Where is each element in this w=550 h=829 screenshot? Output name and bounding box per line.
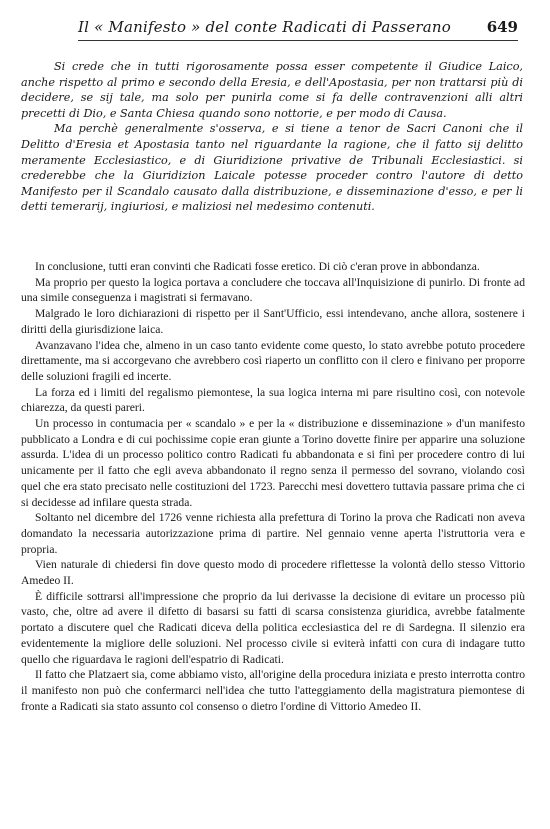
quote-paragraph: Ma perchè generalmente s'osserva, e si tiene a tenor de Sacri Canoni che il Delitto d'Eresia et Apostasia tanto nel riguardante la ragione, che il fatto sij delitto meramente Ecclesiastico, e di Giuridizione privative de Tribunali Ecclesiastici. si crederebbe che la Giuridizion Laicale potesse proceder contro l'autore di detto Manifesto per il Scandalo causato dalla distribuzione, e disseminazione d'esso, e per li detti temerarij, ingiuriosi, e maliziosi nel medesimo contenuti.: [21, 122, 523, 214]
body-paragraph: Vien naturale di chiedersi fin dove questo modo di procedere riflettesse la volontà dello stesso Vittorio Amedeo II.: [21, 558, 525, 588]
body-paragraph: È difficile sottrarsi all'impressione che proprio da lui derivasse la decisione di evitare un processo più vasto, che, oltre ad avere il difetto di basarsi su fatti di scarsa consistenza giuridica, avrebbe fatalmente portato a discutere quel che Radicati diceva della politica ecclesiastica del re di Sardegna. Il silenzio era evidentemente la migliore delle soluzioni. Nel processo civile si eviterà infatti con cura di indagare tutto quello che riguardava le ragioni dell'espatrio di Radicati.: [21, 589, 525, 666]
body-paragraph: Soltanto nel dicembre del 1726 venne richiesta alla prefettura di Torino la prova che Radicati non aveva domandato la necessaria autorizzazione prima di partire. Nel gennaio venne aperta l'istruttoria vera e propria.: [21, 511, 525, 556]
body-paragraph: Ma proprio per questo la logica portava a concludere che toccava all'Inquisizione di punirlo. Di fronte ad una simile conseguenza i magistrati si fermavano.: [21, 275, 525, 305]
page-number: 649: [486, 18, 518, 36]
body-text: [21, 259, 525, 714]
quoted-document: [21, 59, 523, 215]
running-header: [78, 16, 518, 41]
quote-paragraph: Si crede che in tutti rigorosamente possa esser competente il Giudice Laico, anche rispetto al primo e secondo della Eresia, e dell'Apostasia, per non trattarsi più di decidere, se sij tale, ma solo per punirla come si fa delle contravenzioni alli altri precetti di Dio, e Santa Chiesa quando sono nottorie, e per modo di Causa.: [21, 60, 523, 120]
body-paragraph: Avanzavano l'idea che, almeno in un caso tanto evidente come questo, lo stato avrebbe potuto procedere direttamente, ma si accorgevano che avrebbero così riaperto un conflitto con il clero e finivano per proporre delle soluzioni fragili ed incerte.: [21, 338, 525, 383]
body-paragraph: Il fatto che Platzaert sia, come abbiamo visto, all'origine della procedura iniziata e presto interrotta contro il manifesto non può che confermarci nell'idea che tutto l'atteggiamento della magistratura piemontese di fronte a Radicati sia stato assunto col consenso o dietro l'ordine di Vittorio Amedeo II.: [21, 668, 525, 713]
body-paragraph: Malgrado le loro dichiarazioni di rispetto per il Sant'Ufficio, essi intendevano, anche allora, sostenere i diritti della giurisdizione laica.: [21, 307, 525, 336]
body-paragraph: In conclusione, tutti eran convinti che Radicati fosse eretico. Di ciò c'eran prove in abbondanza.: [35, 260, 480, 273]
running-title: Il « Manifesto » del conte Radicati di Passerano: [78, 18, 452, 36]
body-paragraph: La forza ed i limiti del regalismo piemontese, la sua logica interna mi pare risultino così, con notevole chiarezza, da questi pareri.: [21, 385, 525, 415]
body-paragraph: Un processo in contumacia per « scandalo » e per la « distribuzione e disseminazione » d'un manifesto pubblicato a Londra e di cui pochissime copie eran giunte a Torino dovette finire per apparire una soluzione assurda. L'idea di un processo politico contro Radicati fu abbandonata e si finì per procedere contro di lui unicamente per il fatto che egli aveva abbandonato il regno senza il permesso del sovrano, violando così quel che era stato precisato nelle costituzioni del 1723. Parecchi mesi dovettero tuttavia passare prima che ci si decidesse ad infilare questa strada.: [21, 417, 525, 509]
